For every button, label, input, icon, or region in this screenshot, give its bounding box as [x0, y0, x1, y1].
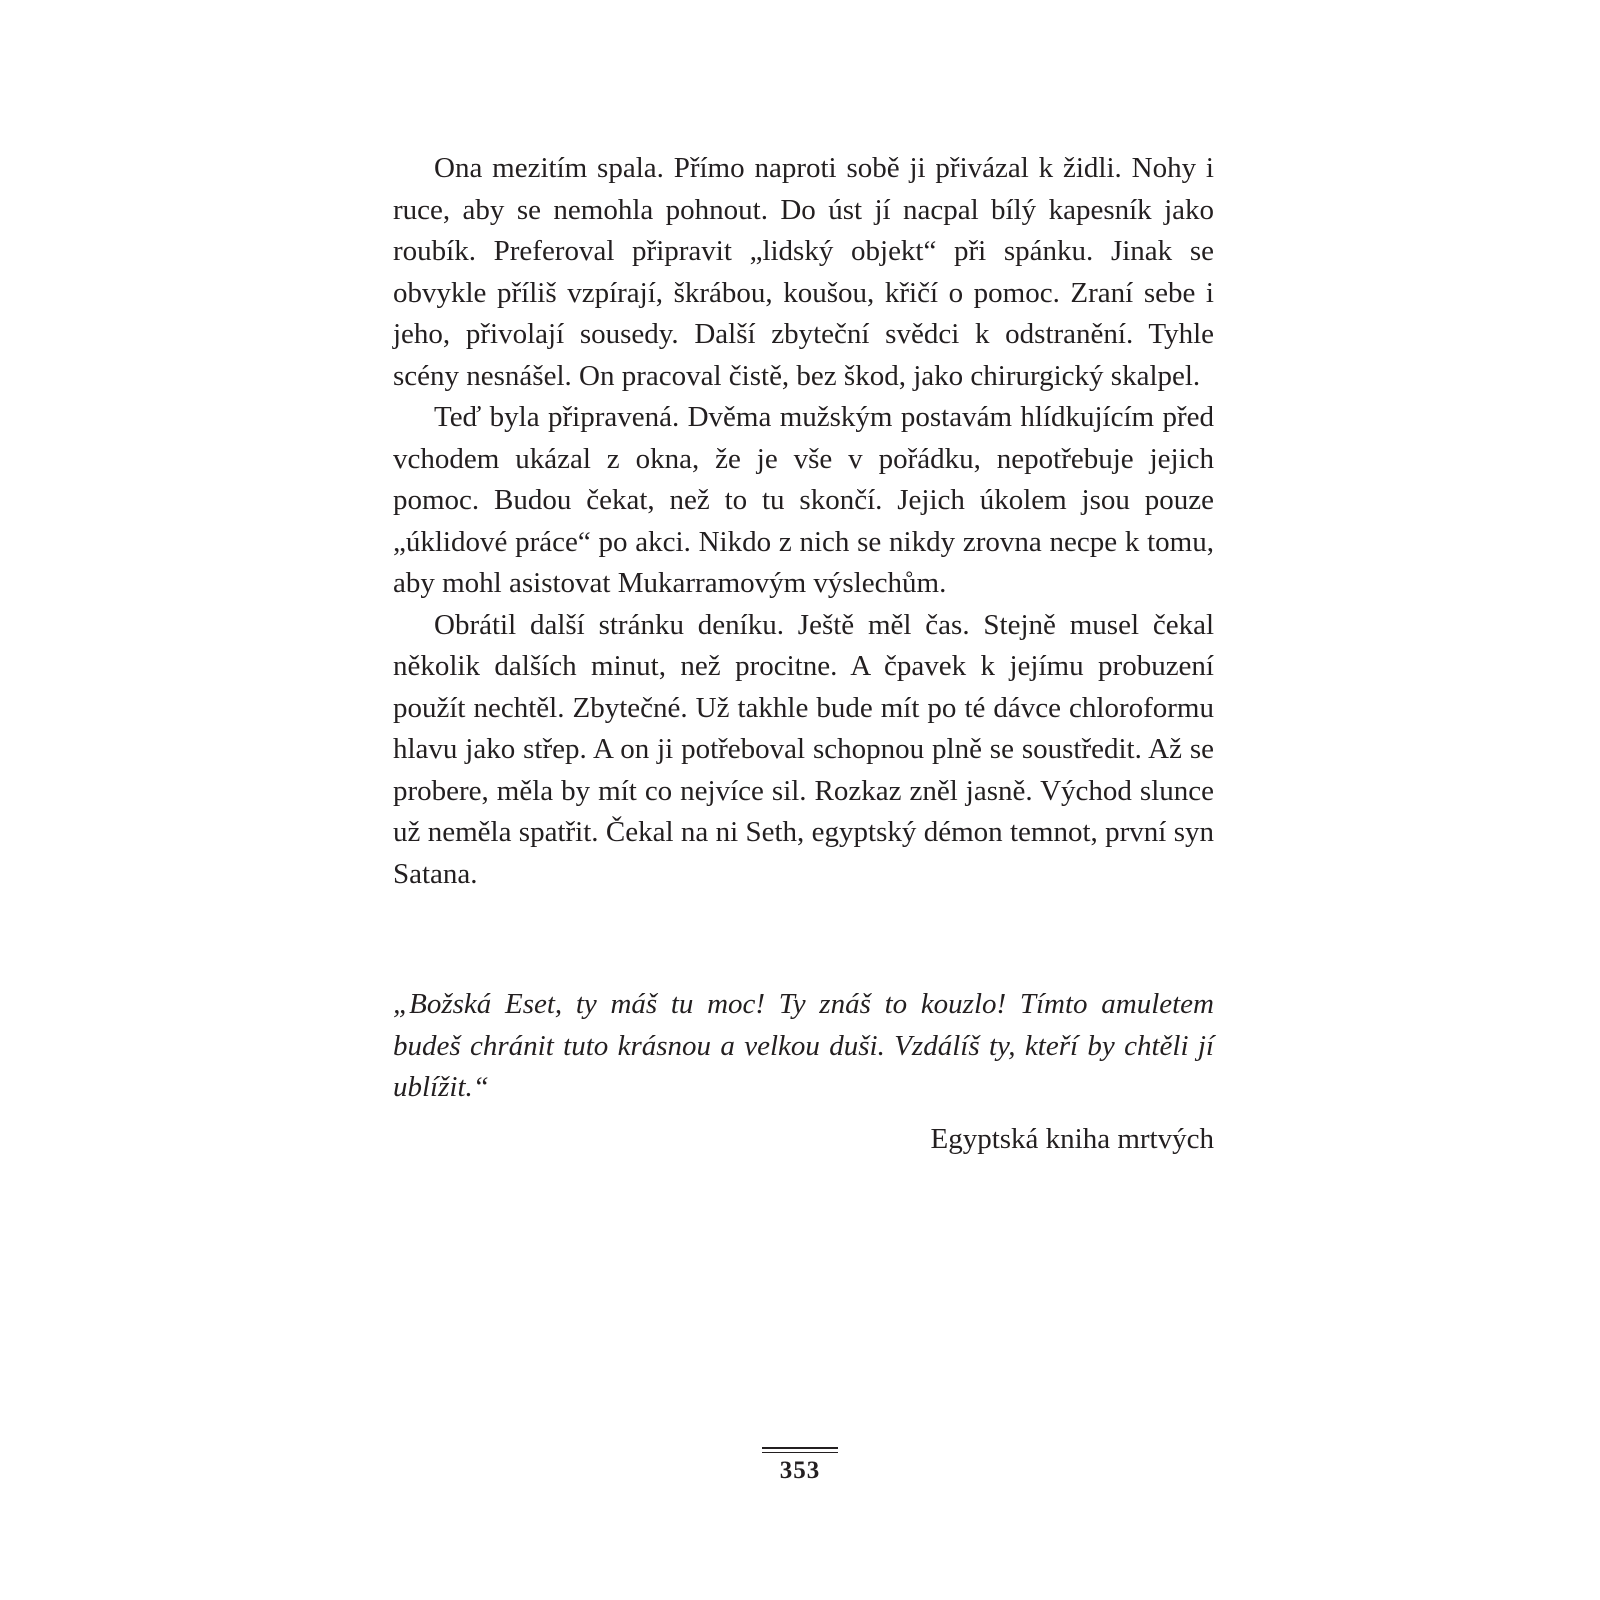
- epigraph-source: Egyptská kniha mrtvých: [930, 1122, 1214, 1155]
- paragraph: Obrátil další stránku deníku. Ještě měl čas. Stejně musel čekal několik dalších minut, než procitne. A čpavek k jejímu probuzení použít nechtěl. Zbytečné. Už takhle bude mít po té dávce chloroformu hlavu jako střep. A on ji potřeboval schopnou plně se soustředit. Až se probere, měla by mít co nejvíce sil. Rozkaz zněl jasně. Východ slunce už neměla spatřit. Čekal na ni Seth, egyptský démon temnot, první syn Satana.: [393, 608, 1214, 890]
- epigraph-quote: „Božská Eset, ty máš tu moc! Ty znáš to kouzlo! Tímto amuletem budeš chránit tuto krásnou a velkou duši. Vzdálíš ty, kteří by chtěli jí ublížit.“: [393, 988, 1214, 1103]
- paragraph: Ona mezitím spala. Přímo naproti sobě ji přivázal k židli. Nohy i ruce, aby se nemohla pohnout. Do úst jí nacpal bílý kapesník jako roubík. Preferoval připravit „lidský objekt“ při spánku. Jinak se obvykle příliš vzpírají, škrábou, koušou, křičí o pomoc. Zraní sebe i jeho, přivolají sousedy. Další zbyteční svědci k odstranění. Tyhle scény nesnášel. On pracoval čistě, bez škod, jako chirurgický skalpel.: [393, 152, 1214, 392]
- epigraph: [393, 984, 1214, 1160]
- page-number: 353: [779, 1457, 821, 1484]
- footer-rule-thin: [762, 1452, 838, 1453]
- page-footer: [762, 1447, 838, 1486]
- main-text: [393, 148, 1214, 895]
- footer-rule: [762, 1447, 838, 1449]
- paragraph: Teď byla připravená. Dvěma mužským postavám hlídkujícím před vchodem ukázal z okna, že je vše v pořádku, nepotřebuje jejich pomoc. Budou čekat, než to tu skončí. Jejich úkolem jsou pouze „úklidové práce“ po akci. Nikdo z nich se nikdy zrovna necpe k tomu, aby mohl asistovat Mukarramovým výslechům.: [393, 401, 1214, 599]
